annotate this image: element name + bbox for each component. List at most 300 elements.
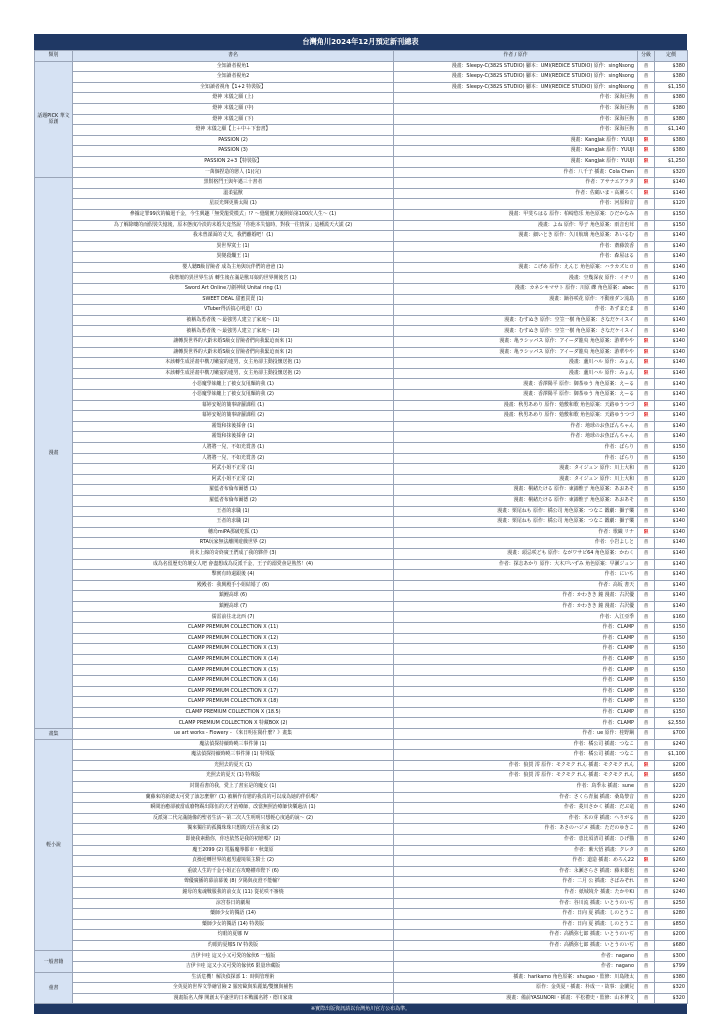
category-cell: 話題PICK 華文原創	[35, 61, 73, 178]
price-cell: $850	[655, 919, 688, 930]
table-row	[35, 209, 688, 220]
footer-note: ※實際出版資訊請以台灣角川官方公布為準。	[34, 1004, 687, 1014]
title-cell: 成為名留歷史的壞女人吧 會盡想成為反派千金，王子的溺愛會是熟然！(4)	[73, 559, 394, 570]
price-cell: $120	[655, 474, 688, 485]
price-cell: $140	[655, 601, 688, 612]
header-price: 定價	[655, 51, 688, 62]
price-cell: $300	[655, 951, 688, 962]
table-row	[35, 315, 688, 326]
author-cell: 作者：橘公司 插畫：つなこ	[394, 739, 638, 750]
author-cell: 作者：地球のお魚ぽんちゃん	[394, 421, 638, 432]
rating-cell: 普	[638, 485, 655, 496]
rating-cell: 普	[638, 940, 655, 951]
table-row	[35, 633, 688, 644]
title-cell: 被稱為勇者後 ～最強男人建立了家庭～ (1)	[73, 315, 394, 326]
rating-cell: 普	[638, 495, 655, 506]
table-row	[35, 993, 688, 1004]
title-cell: 儒雷前往北北西 (7)	[73, 612, 394, 623]
table-row	[35, 760, 688, 771]
rating-cell: 普	[638, 125, 655, 136]
title-cell: 光照去的夏天 (1) 特殊版	[73, 771, 394, 782]
title-cell: 漫畫版名人傳 開創太平盛世的日本戰國名將・德川家康	[73, 993, 394, 1004]
author-cell: 作者：日向 夏 插畫：しのとうこ	[394, 909, 638, 920]
author-cell: 作者：道造 插畫：めろん22	[394, 856, 638, 867]
author-cell: 漫畫：亀ラシッパス 原作：アイーダ龍央 角色原案：游華やや	[394, 337, 638, 348]
rating-cell: 普	[638, 845, 655, 856]
price-cell: $150	[655, 676, 688, 687]
catalog-table	[34, 50, 688, 1004]
price-cell: $220	[655, 781, 688, 792]
title-cell: CLAMP PREMIUM COLLECTION X (14)	[73, 654, 394, 665]
price-cell: $140	[655, 188, 688, 199]
title-cell: 小惡魔學妹纏上了被女友甩麵的我 (1)	[73, 379, 394, 390]
table-row	[35, 273, 688, 284]
rating-cell: 普	[638, 432, 655, 443]
price-cell: $200	[655, 760, 688, 771]
rating-cell: 普	[638, 962, 655, 973]
price-cell: $240	[655, 824, 688, 835]
rating-cell: 普	[638, 252, 655, 263]
price-cell: $220	[655, 792, 688, 803]
price-cell: $240	[655, 866, 688, 877]
author-cell: 漫畫：秋男あめり 原作：勉敷和歌 角色原案：天路ゆうつづ	[394, 400, 638, 411]
title-cell: CLAMP PREMIUM COLLECTION X (12)	[73, 633, 394, 644]
price-cell: $150	[655, 707, 688, 718]
rating-cell: 普	[638, 993, 655, 1004]
rating-cell: 限	[638, 771, 655, 782]
title-cell: 全英夏的世界文學繪冒險 2 羅密歐與茱麗葉/雙懷與補售	[73, 983, 394, 994]
title-cell: 本該轉生成淫畫中構刀嫩宴的連男，女主角卻主動投懷送抱 (2)	[73, 368, 394, 379]
rating-cell: 普	[638, 517, 655, 528]
price-cell: $140	[655, 390, 688, 401]
title-cell: 小惡魔學妹纏上了被女友甩麵的我 (2)	[73, 390, 394, 401]
table-row	[35, 813, 688, 824]
author-cell: 作者：歌織 リナ	[394, 527, 638, 538]
title-cell: 吉伊卡哇 這又小又可愛的傢伙6 一般版	[73, 951, 394, 962]
price-cell: $140	[655, 252, 688, 263]
author-cell: 漫畫：鏑谷咲花 原作：不動座ダン滝島	[394, 294, 638, 305]
title-cell: 藥師少女的獨語 (14)	[73, 909, 394, 920]
author-cell: 作者：佐鶴いま・高瀬ろく	[394, 188, 638, 199]
price-cell: $700	[655, 729, 688, 740]
rating-cell: 普	[638, 284, 655, 295]
rating-cell: 普	[638, 887, 655, 898]
table-row	[35, 178, 688, 189]
table-row	[35, 114, 688, 125]
author-cell: 作者：あずまたま	[394, 305, 638, 316]
price-cell: $280	[655, 909, 688, 920]
price-cell: $150	[655, 495, 688, 506]
table-row	[35, 495, 688, 506]
category-cell: 漫畫	[35, 178, 73, 729]
title-cell: 瞬間治癒卻被當成廢物踢出隊伍的天才治療師，改當無照治療師快樂過活 (1)	[73, 803, 394, 814]
title-cell: 鐘母的鬼魂戰服我的前女友 (11) 從花咲不審燒	[73, 887, 394, 898]
table-row	[35, 146, 688, 157]
author-cell: 漫畫：Sleepy-C(382S STUDIO) 腳本：UMI(REDICE STUDIO) 原作：singNsong	[394, 82, 638, 93]
price-cell: $150	[655, 442, 688, 453]
page-title: 台灣角川2024年12月預定新刊總表	[34, 34, 687, 50]
price-cell: $140	[655, 305, 688, 316]
title-cell: 人將將一兒，不如光賞善 (1)	[73, 442, 394, 453]
table-row	[35, 421, 688, 432]
price-cell: $150	[655, 686, 688, 697]
title-cell: 我未曾謀面的丈夫，我們離婚吧！(1)	[73, 231, 394, 242]
table-row	[35, 506, 688, 517]
rating-cell: 普	[638, 294, 655, 305]
author-cell: 作者：河原和音	[394, 199, 638, 210]
title-cell: 涼宮春日的劇場	[73, 898, 394, 909]
title-cell: 尚未上線的奇終廣王們成了我的夥伴 (3)	[73, 548, 394, 559]
title-cell: 光照去的夏天 (1)	[73, 760, 394, 771]
price-cell: $170	[655, 284, 688, 295]
table-row	[35, 940, 688, 951]
category-cell: 畫集	[35, 729, 73, 740]
table-row	[35, 877, 688, 888]
title-cell: 蘭藤來的新總太可愛了該怎麼辦？(1) 被稱作有戀的我真的可以成為她的伴侶嗎？	[73, 792, 394, 803]
price-cell: $140	[655, 411, 688, 422]
price-cell: $140	[655, 262, 688, 273]
author-cell: 作者：八千子 插畫：Cola Chen	[394, 167, 638, 178]
author-cell: 漫畫：桐緒たける 原作：東錦惟子 角色原案：あおあそ	[394, 485, 638, 496]
table-row	[35, 61, 688, 72]
price-cell: $160	[655, 612, 688, 623]
title-cell: 幕婷安妮的簡事辟蘿課程 (1)	[73, 400, 394, 411]
table-row	[35, 442, 688, 453]
price-cell: $140	[655, 347, 688, 358]
table-row	[35, 750, 688, 761]
rating-cell: 普	[638, 824, 655, 835]
title-cell: 燈神 末儀之願 (下)	[73, 114, 394, 125]
author-cell: 漫畫：香澤陽平 原作：御茶ゆう 角色原案：えーる	[394, 390, 638, 401]
price-cell: $380	[655, 972, 688, 983]
title-cell: 嬰人聽B級冒險者 成為主角與玩伴們的爸爸 (1)	[73, 262, 394, 273]
title-cell: 獨來獨往的孤獨珠珠只想簡天往在我家 (2)	[73, 824, 394, 835]
rating-cell: 普	[638, 442, 655, 453]
author-cell: 作者：狼賀 澪 原作：モクモク れん 插畫：モクモク れん	[394, 771, 638, 782]
title-cell: 灼眼的夏娜 IV	[73, 930, 394, 941]
author-cell: 作者：nagano	[394, 962, 638, 973]
price-cell: $799	[655, 962, 688, 973]
author-cell: 作者：菱川さかく 插畫：だぶ竜	[394, 803, 638, 814]
table-row	[35, 654, 688, 665]
table-row	[35, 252, 688, 263]
table-row	[35, 866, 688, 877]
rating-cell: 普	[638, 82, 655, 93]
table-row	[35, 390, 688, 401]
rating-cell: 限	[638, 400, 655, 411]
title-cell: CLAMP PREMIUM COLLECTION X (15)	[73, 665, 394, 676]
title-cell: 霧殼和抹後採會 (2)	[73, 432, 394, 443]
author-cell: 作者：探志あかり 原作：大木戸いずみ 角色原案：早瀬ジュン	[394, 559, 638, 570]
rating-cell: 普	[638, 644, 655, 655]
rating-cell: 普	[638, 930, 655, 941]
author-cell: 漫畫：Sleepy-C(382S STUDIO) 腳本：UMI(REDICE STUDIO) 原作：singNsong	[394, 72, 638, 83]
author-cell: 作者：かわきき 鐘 漫畫：古沢優	[394, 601, 638, 612]
table-row	[35, 707, 688, 718]
title-cell: 異變殺爛王 (1)	[73, 252, 394, 263]
table-row	[35, 199, 688, 210]
table-row	[35, 326, 688, 337]
table-row	[35, 135, 688, 146]
title-cell: 藥師少女的獨語 (14) 特裝版	[73, 919, 394, 930]
title-cell: 全知讀者視角2	[73, 72, 394, 83]
title-cell: 本該轉生成淫畫中構刀嫩宴的連男，女主角卻主動投懷送抱 (1)	[73, 358, 394, 369]
price-cell: $240	[655, 877, 688, 888]
category-cell: 輕小說	[35, 739, 73, 951]
table-row	[35, 591, 688, 602]
title-cell: 擊實有時還跟後 (4)	[73, 570, 394, 581]
table-row	[35, 665, 688, 676]
price-cell: $150	[655, 485, 688, 496]
title-cell: CLAMP PREMIUM COLLECTION X (18)	[73, 697, 394, 708]
title-cell: RTA玩家無法離開遊戲世界 (2)	[73, 538, 394, 549]
rating-cell: 限	[638, 178, 655, 189]
title-cell: 阿武小姐不正常 (2)	[73, 474, 394, 485]
rating-cell: 普	[638, 103, 655, 114]
author-cell: 漫畫：桐緒たける 原作：東錦惟子 角色原案：あおあそ	[394, 495, 638, 506]
rating-cell: 普	[638, 951, 655, 962]
title-cell: 黑幫格鬥王與年邁三十書者	[73, 178, 394, 189]
rating-cell: 限	[638, 856, 655, 867]
price-cell: $140	[655, 517, 688, 528]
table-row	[35, 887, 688, 898]
price-cell: $1,100	[655, 750, 688, 761]
price-cell: $140	[655, 570, 688, 581]
author-cell: 漫畫：香澤陽平 原作：御茶ゆう 角色原案：えーる	[394, 379, 638, 390]
price-cell: $120	[655, 464, 688, 475]
table-row	[35, 368, 688, 379]
title-cell: 阿武小姐不正常 (1)	[73, 464, 394, 475]
rating-cell: 普	[638, 665, 655, 676]
title-cell: 溫柔猛獸	[73, 188, 394, 199]
rating-cell: 普	[638, 262, 655, 273]
price-cell: $140	[655, 326, 688, 337]
table-row	[35, 125, 688, 136]
rating-cell: 普	[638, 813, 655, 824]
table-row	[35, 781, 688, 792]
price-cell: $150	[655, 453, 688, 464]
author-cell: 作者：深海巨狗	[394, 114, 638, 125]
table-row	[35, 697, 688, 708]
author-cell: 漫畫：カネシキマサト 原作：川原 礫 角色原案：abec	[394, 284, 638, 295]
rating-cell: 普	[638, 506, 655, 517]
price-cell: $150	[655, 697, 688, 708]
author-cell: 漫畫：細いとき 原作：久川航璃 角色原案：あいるむ	[394, 231, 638, 242]
price-cell: $380	[655, 135, 688, 146]
table-row	[35, 909, 688, 920]
author-cell: 漫畫：むすぬき 原作：空笠一樹 角色原案：さなだケイスイ	[394, 326, 638, 337]
rating-cell: 普	[638, 591, 655, 602]
title-cell: 反派第二代完滿隨像的聖者生活～第二次人生明明只想輕心度過的說～ (2)	[73, 813, 394, 824]
rating-cell: 普	[638, 326, 655, 337]
price-cell: $150	[655, 623, 688, 634]
author-cell: 漫畫：KangJak 原作：YUUJI	[394, 135, 638, 146]
table-header	[35, 51, 688, 62]
table-row	[35, 485, 688, 496]
title-cell: PASSION 2+3【特裝版】	[73, 156, 394, 167]
table-row	[35, 262, 688, 273]
rating-cell: 限	[638, 337, 655, 348]
rating-cell: 普	[638, 93, 655, 104]
price-cell: $380	[655, 103, 688, 114]
price-cell: $380	[655, 61, 688, 72]
title-cell: 被稱為勇者後 ～最強男人建立了家庭～ (2)	[73, 326, 394, 337]
price-cell: $140	[655, 527, 688, 538]
author-cell: 作者：木の芽 插畫：へりがる	[394, 813, 638, 824]
rating-cell: 限	[638, 156, 655, 167]
price-cell: $260	[655, 856, 688, 867]
title-cell: 人將將一兒，不如光賞善 (2)	[73, 453, 394, 464]
price-cell: $220	[655, 813, 688, 824]
price-cell: $2,550	[655, 718, 688, 729]
title-cell: 穗烏miPA那破吃狐 (1)	[73, 527, 394, 538]
table-row	[35, 803, 688, 814]
table-row	[35, 284, 688, 295]
category-cell: 童書	[35, 972, 73, 1004]
author-cell: 插畫：harikamo 角色原案：shugao・監修：川島隆太	[394, 972, 638, 983]
title-cell: CLAMP PREMIUM COLLECTION X (16)	[73, 676, 394, 687]
table-row	[35, 676, 688, 687]
author-cell: 作者：CLAMP	[394, 665, 638, 676]
rating-cell: 普	[638, 877, 655, 888]
table-row	[35, 358, 688, 369]
author-cell: 作者：恵比須清司 插畫：ひげ猫	[394, 834, 638, 845]
price-cell: $140	[655, 559, 688, 570]
table-row	[35, 718, 688, 729]
table-row	[35, 188, 688, 199]
price-cell: $140	[655, 421, 688, 432]
table-row	[35, 167, 688, 178]
table-row	[35, 623, 688, 634]
title-cell: SWEET DEAL 甜蜜買賣 (1)	[73, 294, 394, 305]
author-cell: 作者：高橋弥七郎 插畫：いとうのいぢ	[394, 940, 638, 951]
author-cell: 漫畫：KangJak 原作：YUUJI	[394, 146, 638, 157]
table-row	[35, 220, 688, 231]
rating-cell: 普	[638, 686, 655, 697]
price-cell: $200	[655, 930, 688, 941]
author-cell: 作者：森屋はる	[394, 252, 638, 263]
rating-cell: 普	[638, 390, 655, 401]
author-cell: 作者：CLAMP	[394, 686, 638, 697]
title-cell: 讓轉異世界的大齡未婚S級女冒險者們向我緊迫而來 (2)	[73, 347, 394, 358]
table-row	[35, 337, 688, 348]
catalog-sheet	[34, 34, 687, 1014]
table-row	[35, 156, 688, 167]
price-cell: $320	[655, 993, 688, 1004]
rating-cell: 普	[638, 803, 655, 814]
author-cell: 漫畫：秋男あめり 原作：勉敷和歌 角色原案：天路ゆうつづ	[394, 411, 638, 422]
rating-cell: 普	[638, 199, 655, 210]
table-row	[35, 241, 688, 252]
rating-cell: 普	[638, 114, 655, 125]
author-cell: 作者：CLAMP	[394, 654, 638, 665]
price-cell: $140	[655, 241, 688, 252]
author-cell: 作者：CLAMP	[394, 707, 638, 718]
author-cell: 作者：深海巨狗	[394, 103, 638, 114]
table-row	[35, 601, 688, 612]
title-cell: CLAMP PREMIUM COLLECTION X (11)	[73, 623, 394, 634]
title-cell: 殿殿者：我興殿手小姐結婚了 (6)	[73, 580, 394, 591]
rating-cell: 普	[638, 718, 655, 729]
rating-cell: 普	[638, 241, 655, 252]
title-cell: 聲優廣播的幕前幕後 (8) 夕陽與夜澄不能輸？	[73, 877, 394, 888]
table-row	[35, 729, 688, 740]
author-cell: 漫畫：タイジュン 原作：川上大和	[394, 474, 638, 485]
title-cell: 全知讀者視角【1+2 特裝版】	[73, 82, 394, 93]
rating-cell: 普	[638, 273, 655, 284]
rating-cell: 普	[638, 834, 655, 845]
price-cell: $140	[655, 506, 688, 517]
table-row	[35, 474, 688, 485]
price-cell: $320	[655, 983, 688, 994]
price-cell: $140	[655, 591, 688, 602]
table-row	[35, 570, 688, 581]
table-row	[35, 103, 688, 114]
price-cell: $240	[655, 834, 688, 845]
table-row	[35, 771, 688, 782]
rating-cell: 普	[638, 909, 655, 920]
table-row	[35, 432, 688, 443]
author-cell: 作者：橘公司 插畫：つなこ	[394, 750, 638, 761]
rating-cell: 普	[638, 919, 655, 930]
table-row	[35, 792, 688, 803]
price-cell: $140	[655, 231, 688, 242]
rating-cell: 普	[638, 421, 655, 432]
author-cell: 作者：狼賀 澪 原作：モクモク れん 插畫：モクモク れん	[394, 760, 638, 771]
author-cell: 作者：CLAMP	[394, 644, 638, 655]
table-row	[35, 464, 688, 475]
table-row	[35, 527, 688, 538]
author-cell: 作者：鳥季永 插畫：sune	[394, 781, 638, 792]
title-cell: 灼眼的夏娜S IV 特裝版	[73, 940, 394, 951]
rating-cell: 普	[638, 72, 655, 83]
table-row	[35, 548, 688, 559]
rating-cell: 限	[638, 527, 655, 538]
rating-cell: 普	[638, 792, 655, 803]
table-row	[35, 972, 688, 983]
rating-cell: 限	[638, 347, 655, 358]
price-cell: $380	[655, 93, 688, 104]
rating-cell: 普	[638, 538, 655, 549]
author-cell: 作者：深海巨狗	[394, 125, 638, 136]
table-row	[35, 347, 688, 358]
author-cell: 作者：日向 夏 插畫：しのとうこ	[394, 919, 638, 930]
price-cell: $160	[655, 294, 688, 305]
price-cell: $650	[655, 771, 688, 782]
price-cell: $250	[655, 898, 688, 909]
rating-cell: 限	[638, 188, 655, 199]
author-cell: 作者：ぱらり	[394, 453, 638, 464]
rating-cell: 普	[638, 623, 655, 634]
author-cell: 作者：nagano	[394, 951, 638, 962]
price-cell: $1,140	[655, 125, 688, 136]
table-row	[35, 72, 688, 83]
price-cell: $140	[655, 368, 688, 379]
title-cell: 霧殼和抹後採會 (1)	[73, 421, 394, 432]
header-author: 作者 / 原作	[394, 51, 638, 62]
price-cell: $380	[655, 146, 688, 157]
rating-cell: 普	[638, 781, 655, 792]
rating-cell: 普	[638, 464, 655, 475]
price-cell: $1,150	[655, 82, 688, 93]
title-cell: 王者的求職 (2)	[73, 517, 394, 528]
price-cell: $140	[655, 337, 688, 348]
author-cell: 作者：ue 原作：桂野鋼	[394, 729, 638, 740]
price-cell: $240	[655, 803, 688, 814]
header-rating: 分級	[638, 51, 655, 62]
author-cell: 作者：ぱらり	[394, 442, 638, 453]
author-cell: 作者：さくら青嵐 插畫：桑島黎音	[394, 792, 638, 803]
